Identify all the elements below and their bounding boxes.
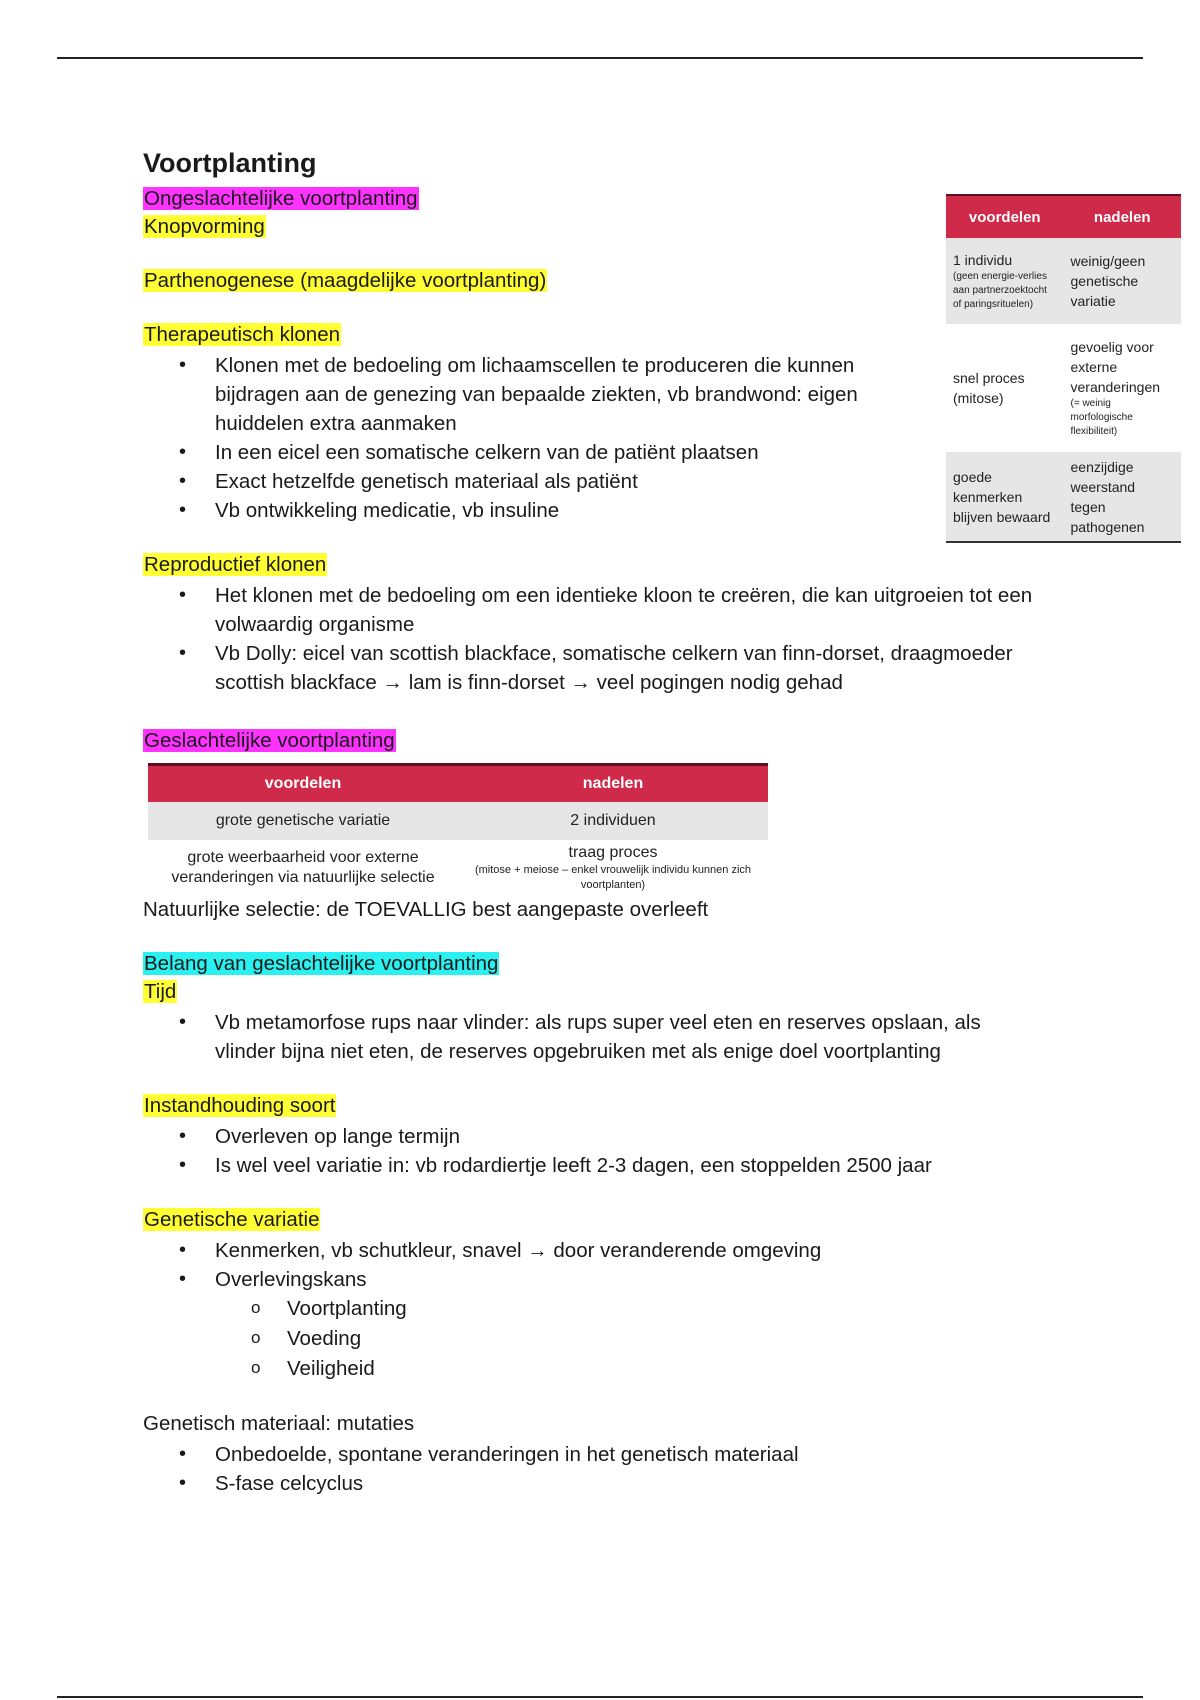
list-item: • Vb ontwikkeling medicatie, vb insuline xyxy=(143,496,923,525)
list-item: • Exact hetzelfde genetisch materiaal als patiënt xyxy=(143,467,923,496)
list-item: o Voeding xyxy=(143,1324,1043,1354)
therapeutic-list xyxy=(143,351,923,525)
list-item: • Klonen met de bedoeling om lichaamscellen te produceren die kunnen bijdragen aan de genezing van bepaalde ziekten, vb brandwond: eigen huiddelen extra aanmaken xyxy=(143,351,923,438)
heading-genetic-variation: Genetische variatie xyxy=(144,1208,320,1231)
list-item: • Het klonen met de bedoeling om een identieke kloon te creëren, die kan uitgroeien tot een volwaardig organisme xyxy=(143,581,1043,639)
list-item: • Overleven op lange termijn xyxy=(143,1122,1043,1151)
genetic-list xyxy=(143,1236,1043,1384)
list-item: o Voortplanting xyxy=(143,1294,1043,1324)
list-item: • Vb Dolly: eicel van scottish blackface, somatische celkern van finn-dorset, draagmoeder scottish blackface → lam is finn-dorset → veel pogingen nodig gehad xyxy=(143,639,1043,697)
time-list xyxy=(143,1008,1043,1066)
list-item: • Kenmerken, vb schutkleur, snavel → door veranderende omgeving xyxy=(143,1236,1043,1265)
table-header: voordelen xyxy=(946,195,1064,238)
heading-parthenogenesis: Parthenogenese (maagdelijke voortplanting) xyxy=(144,269,547,292)
list-item: o Veiligheid xyxy=(143,1354,1043,1384)
heading-time: Tijd xyxy=(144,980,177,1003)
heading-budding: Knopvorming xyxy=(144,215,265,238)
list-item: • Is wel veel variatie in: vb rodardiertje leeft 2-3 dagen, een stoppelden 2500 jaar xyxy=(143,1151,1043,1180)
list-item: • Overlevingskans o Voortplanting o Voeding o Veiligheid xyxy=(143,1265,1043,1384)
table-header: nadelen xyxy=(458,765,768,803)
reproductive-list xyxy=(143,581,1043,697)
table-row: goede kenmerken blijven bewaard eenzijdige weerstand tegen pathogenen xyxy=(946,452,1181,542)
heading-mutations: Genetisch materiaal: mutaties xyxy=(143,1412,415,1435)
table-row: 1 individu (geen energie-verlies aan partnerzoektocht of paringsrituelen) weinig/geen genetische variatie xyxy=(946,238,1181,324)
heading-reproductive-cloning: Reproductief klonen xyxy=(144,553,327,576)
heading-asexual: Ongeslachtelijke voortplanting xyxy=(144,187,418,210)
list-item: • Vb metamorfose rups naar vlinder: als rups super veel eten en reserves opslaan, als vlinder bijna niet eten, de reserves opgebruiken met als enige doel voortplanting xyxy=(143,1008,1043,1066)
natural-selection-note: Natuurlijke selectie: de TOEVALLIG best aangepaste overleeft xyxy=(143,898,709,921)
heading-sexual: Geslachtelijke voortplanting xyxy=(144,729,395,752)
top-rule xyxy=(57,57,1143,59)
species-list xyxy=(143,1122,1043,1180)
table-header: nadelen xyxy=(1064,195,1182,238)
table-row: grote weerbaarheid voor externe veranderingen via natuurlijke selectie traag proces (mitose + meiose – enkel vrouwelijk individu kunnen zich voortplanten) xyxy=(171,844,752,891)
bottom-rule xyxy=(57,1696,1143,1698)
heading-therapeutic-cloning: Therapeutisch klonen xyxy=(144,323,341,346)
list-item: • S-fase celcyclus xyxy=(143,1469,1043,1498)
asexual-pros-cons-table xyxy=(946,194,1181,543)
list-item: • Onbedoelde, spontane veranderingen in het genetisch materiaal xyxy=(143,1440,1043,1469)
mutations-list xyxy=(143,1440,1043,1498)
list-item: • In een eicel een somatische celkern van de patiënt plaatsen xyxy=(143,438,923,467)
page-title: Voortplanting xyxy=(143,148,317,178)
table-row: snel proces (mitose) gevoelig voor externe veranderingen (= weinig morfologische flexibiliteit) xyxy=(953,339,1161,437)
table-row: grote genetische variatie 2 individuen xyxy=(148,802,768,840)
table-header: voordelen xyxy=(148,765,458,803)
sexual-pros-cons-table xyxy=(148,763,768,896)
heading-species: Instandhouding soort xyxy=(144,1094,336,1117)
survival-sublist xyxy=(215,1294,1043,1384)
document-body xyxy=(143,146,1043,1498)
heading-importance: Belang van geslachtelijke voortplanting xyxy=(144,952,499,975)
